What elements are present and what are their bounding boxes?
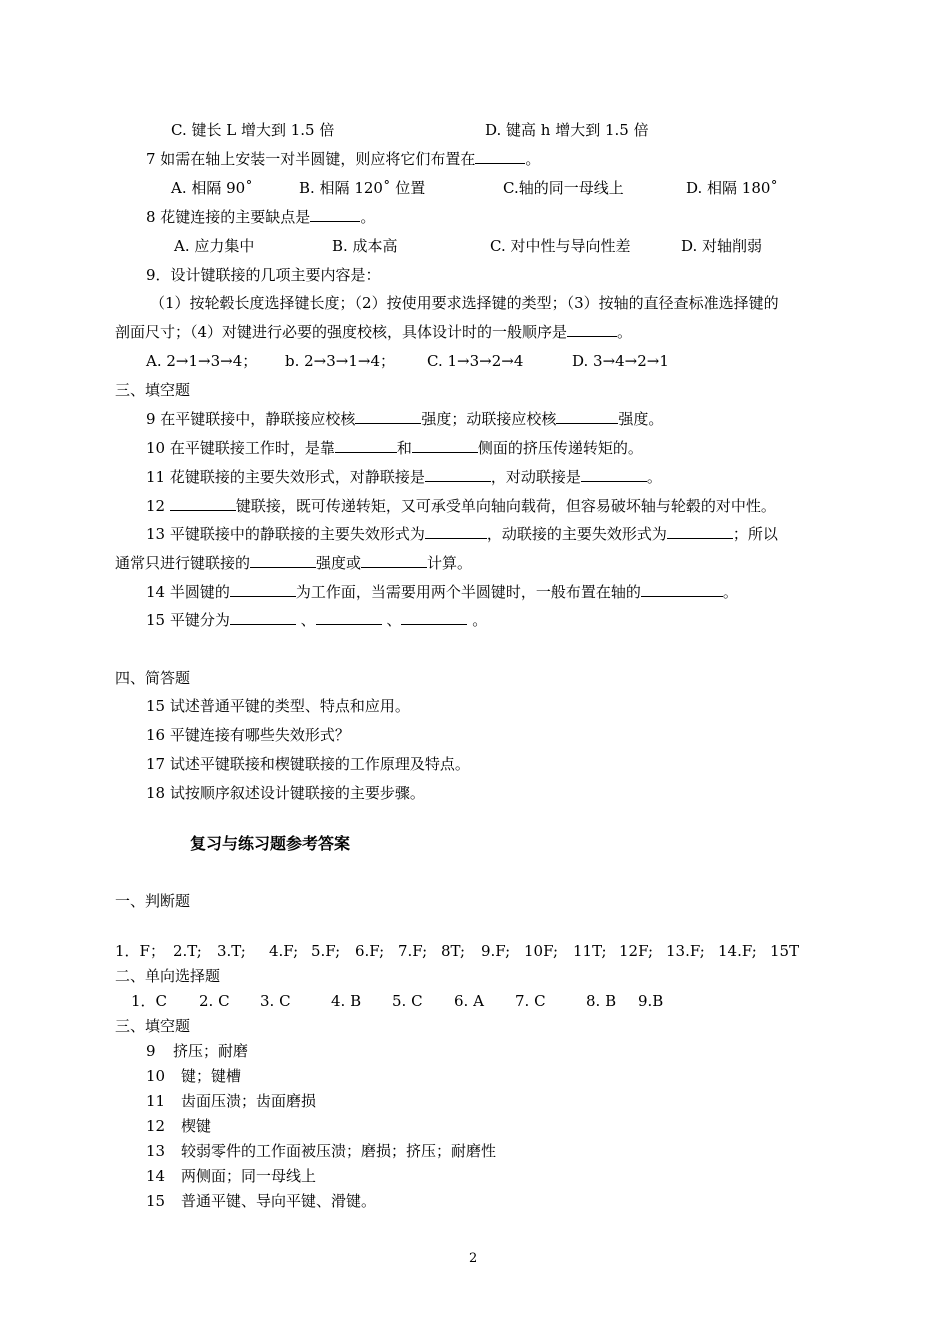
answer-blank [556,409,618,424]
fill-answer-num: 9 [146,1042,156,1060]
fill-q12-text-1: 12 [146,497,170,515]
fill-q14-text-1: 14 半圆键的 [146,583,230,601]
fill-q15 [146,610,487,630]
fill-answer-text: 键；键槽 [181,1067,242,1085]
answer-blank [316,610,382,625]
q9-line-2: （1）按轮毂长度选择键长度；（2）按使用要求选择键的类型；（3）按轴的直径查标准选择键的 [150,294,779,312]
short-q15: 15 试述普通平键的类型、特点和应用。 [146,697,410,715]
fill-q13-text-2: ，动联接的主要失效形式为 [486,525,667,543]
mc-answer: 7. C [515,992,546,1010]
fill-answer-num: 10 [146,1067,166,1085]
answer-blank [355,409,421,424]
q6-option-d: D. 键高 h 增大到 1.5 倍 [485,121,649,139]
tf-answer: 14.F; [718,942,757,960]
q8-option-d: D. 对轴削弱 [681,237,763,255]
answer-blank [425,467,491,482]
answer-blank [230,582,296,597]
q9-line-3 [115,322,632,342]
q8-stem-end: 。 [360,208,376,226]
fill-q12-text-2: 键联接，既可传递转矩，又可承受单向轴向载荷，但容易破坏轴与轮毂的对中性。 [235,497,776,515]
q7-option-a: A. 相隔 90˚ [171,179,253,197]
tf-answer: 3.T; [217,942,246,960]
fill-q14-text-2: 为工作面，当需要用两个半圆键时，一般布置在轴的 [295,583,641,601]
fill-q15-text-1: 15 平键分为 [146,611,230,629]
answer-blank [567,322,617,337]
tf-answer: 12F; [619,942,654,960]
fill-q13-text-1: 13 平键联接中的静联接的主要失效形式为 [146,525,425,543]
answers-sec1-title: 一、判断题 [115,892,191,910]
q6-option-c: C. 键长 L 增大到 1.5 倍 [171,121,335,139]
q7-option-c: C.轴的同一母线上 [503,179,624,197]
mc-answer: 6. A [454,992,484,1010]
tf-answer: 4.F; [269,942,299,960]
tf-answer: 1．F； [115,942,165,960]
fill-q11-text-2: ，对动联接是 [490,468,581,486]
short-q17: 17 试述平键联接和楔键联接的工作原理及特点。 [146,755,470,773]
fill-q13-text-5: 强度或 [316,554,362,572]
fill-q15-sep-2: 、 [381,611,402,629]
answers-sec2-title: 二、单向选择题 [115,967,221,985]
tf-answer: 2.T; [173,942,202,960]
tf-answer: 15T [770,942,800,960]
fill-answer-row [0,1141,950,1161]
tf-answer: 7.F; [398,942,428,960]
mc-answer: 3. C [260,992,291,1010]
q9-option-b: b. 2→3→1→4； [285,352,396,370]
tf-answer: 11T; [573,942,607,960]
answer-blank [641,582,723,597]
fill-q9-text-1: 9 在平键联接中，静联接应校核 [146,410,356,428]
fill-answer-row [0,1116,950,1136]
fill-q10 [146,438,643,458]
answer-blank [425,524,487,539]
answers-sec3-title: 三、填空题 [115,1017,191,1035]
fill-q9-text-2: 强度；动联接应校核 [421,410,557,428]
fill-answer-text: 两侧面；同一母线上 [181,1167,317,1185]
q8-option-c: C. 对中性与导向性差 [490,237,631,255]
fill-answer-num: 12 [146,1117,166,1135]
fill-answer-row [0,1166,950,1186]
q9-line-3-text: 剖面尺寸；（4）对键进行必要的强度校核，具体设计时的一般顺序是 [115,323,568,341]
fill-q11-text-1: 11 花键联接的主要失效形式，对静联接是 [146,468,425,486]
answer-blank [361,553,427,568]
mc-answers-row [0,991,950,1011]
fill-q13 [146,524,778,544]
fill-q10-text-1: 10 在平键联接工作时，是靠 [146,439,335,457]
mc-answer: 5. C [392,992,423,1010]
fill-q12 [146,496,776,516]
fill-answer-text: 普通平键、导向平键、滑键。 [181,1192,377,1210]
fill-q9-text-3: 强度。 [618,410,664,428]
fill-answer-row [0,1091,950,1111]
q9-stem: 9．设计键联接的几项主要内容是： [146,266,381,284]
q8-option-a: A. 应力集中 [174,237,255,255]
answer-blank [667,524,733,539]
q9-option-c: C. 1→3→2→4 [427,352,524,370]
fill-answer-row [0,1191,950,1211]
q7-option-d: D. 相隔 180˚ [686,179,778,197]
answer-blank [475,149,525,164]
fill-q10-text-3: 侧面的挤压传递转矩的。 [477,439,643,457]
fill-answer-num: 15 [146,1192,166,1210]
q7-stem-end: 。 [525,150,541,168]
fill-q13-text-4: 通常只进行键联接的 [115,554,251,572]
short-q16: 16 平键连接有哪些失效形式？ [146,726,350,744]
fill-answer-num: 11 [146,1092,166,1110]
fill-answer-row [0,1041,950,1061]
answer-blank [310,207,360,222]
fill-q13-text-6: 计算。 [427,554,473,572]
q7-stem [146,149,540,169]
mc-answer: 9.B [638,992,664,1010]
section-3-title: 三、填空题 [115,381,191,399]
tf-answer: 10F; [524,942,559,960]
fill-q13-text-3: ；所以 [732,525,778,543]
answer-blank [230,610,296,625]
fill-answer-num: 14 [146,1167,166,1185]
fill-q14 [146,582,738,602]
tf-answer: 8T; [441,942,466,960]
q8-stem [146,207,375,227]
tf-answers-row [0,941,950,961]
answers-title: 复习与练习题参考答案 [190,834,351,853]
answer-blank [250,553,316,568]
q9-option-d: D. 3→4→2→1 [572,352,669,370]
fill-answer-text: 楔键 [181,1117,212,1135]
fill-answer-num: 13 [146,1142,166,1160]
section-4-title: 四、简答题 [115,669,191,687]
fill-q11-text-3: 。 [646,468,662,486]
page-number: 2 [469,1251,478,1266]
fill-q10-text-2: 和 [396,439,412,457]
q9-option-a: A. 2→1→3→4； [146,352,258,370]
tf-answer: 13.F; [666,942,705,960]
q7-option-b: B. 相隔 120˚ 位置 [299,179,426,197]
tf-answer: 6.F; [355,942,385,960]
fill-answer-row [0,1066,950,1086]
q8-stem-text: 8 花键连接的主要缺点是 [146,208,311,226]
fill-q13-line-2 [115,553,472,573]
q8-option-b: B. 成本高 [332,237,398,255]
fill-answer-text: 较弱零件的工作面被压溃；磨损；挤压；耐磨性 [181,1142,497,1160]
fill-q15-end: 。 [467,611,488,629]
mc-answer: 4. B [331,992,362,1010]
fill-q14-text-3: 。 [722,583,738,601]
fill-q15-sep-1: 、 [295,611,316,629]
answer-blank [412,438,478,453]
fill-answer-text: 挤压；耐磨 [173,1042,249,1060]
fill-answer-text: 齿面压溃；齿面磨损 [181,1092,317,1110]
mc-answer: 8. B [586,992,617,1010]
answer-blank [401,610,467,625]
short-q18: 18 试按顺序叙述设计键联接的主要步骤。 [146,784,425,802]
q9-line-3-end: 。 [617,323,633,341]
answer-blank [170,496,236,511]
fill-q9 [146,409,663,429]
q7-stem-text: 7 如需在轴上安装一对半圆键，则应将它们布置在 [146,150,476,168]
answer-blank [581,467,647,482]
tf-answer: 9.F; [481,942,511,960]
fill-q11 [146,467,662,487]
mc-answer: 2. C [199,992,230,1010]
answer-blank [335,438,397,453]
tf-answer: 5.F; [311,942,341,960]
mc-answer: 1．C [131,992,168,1010]
